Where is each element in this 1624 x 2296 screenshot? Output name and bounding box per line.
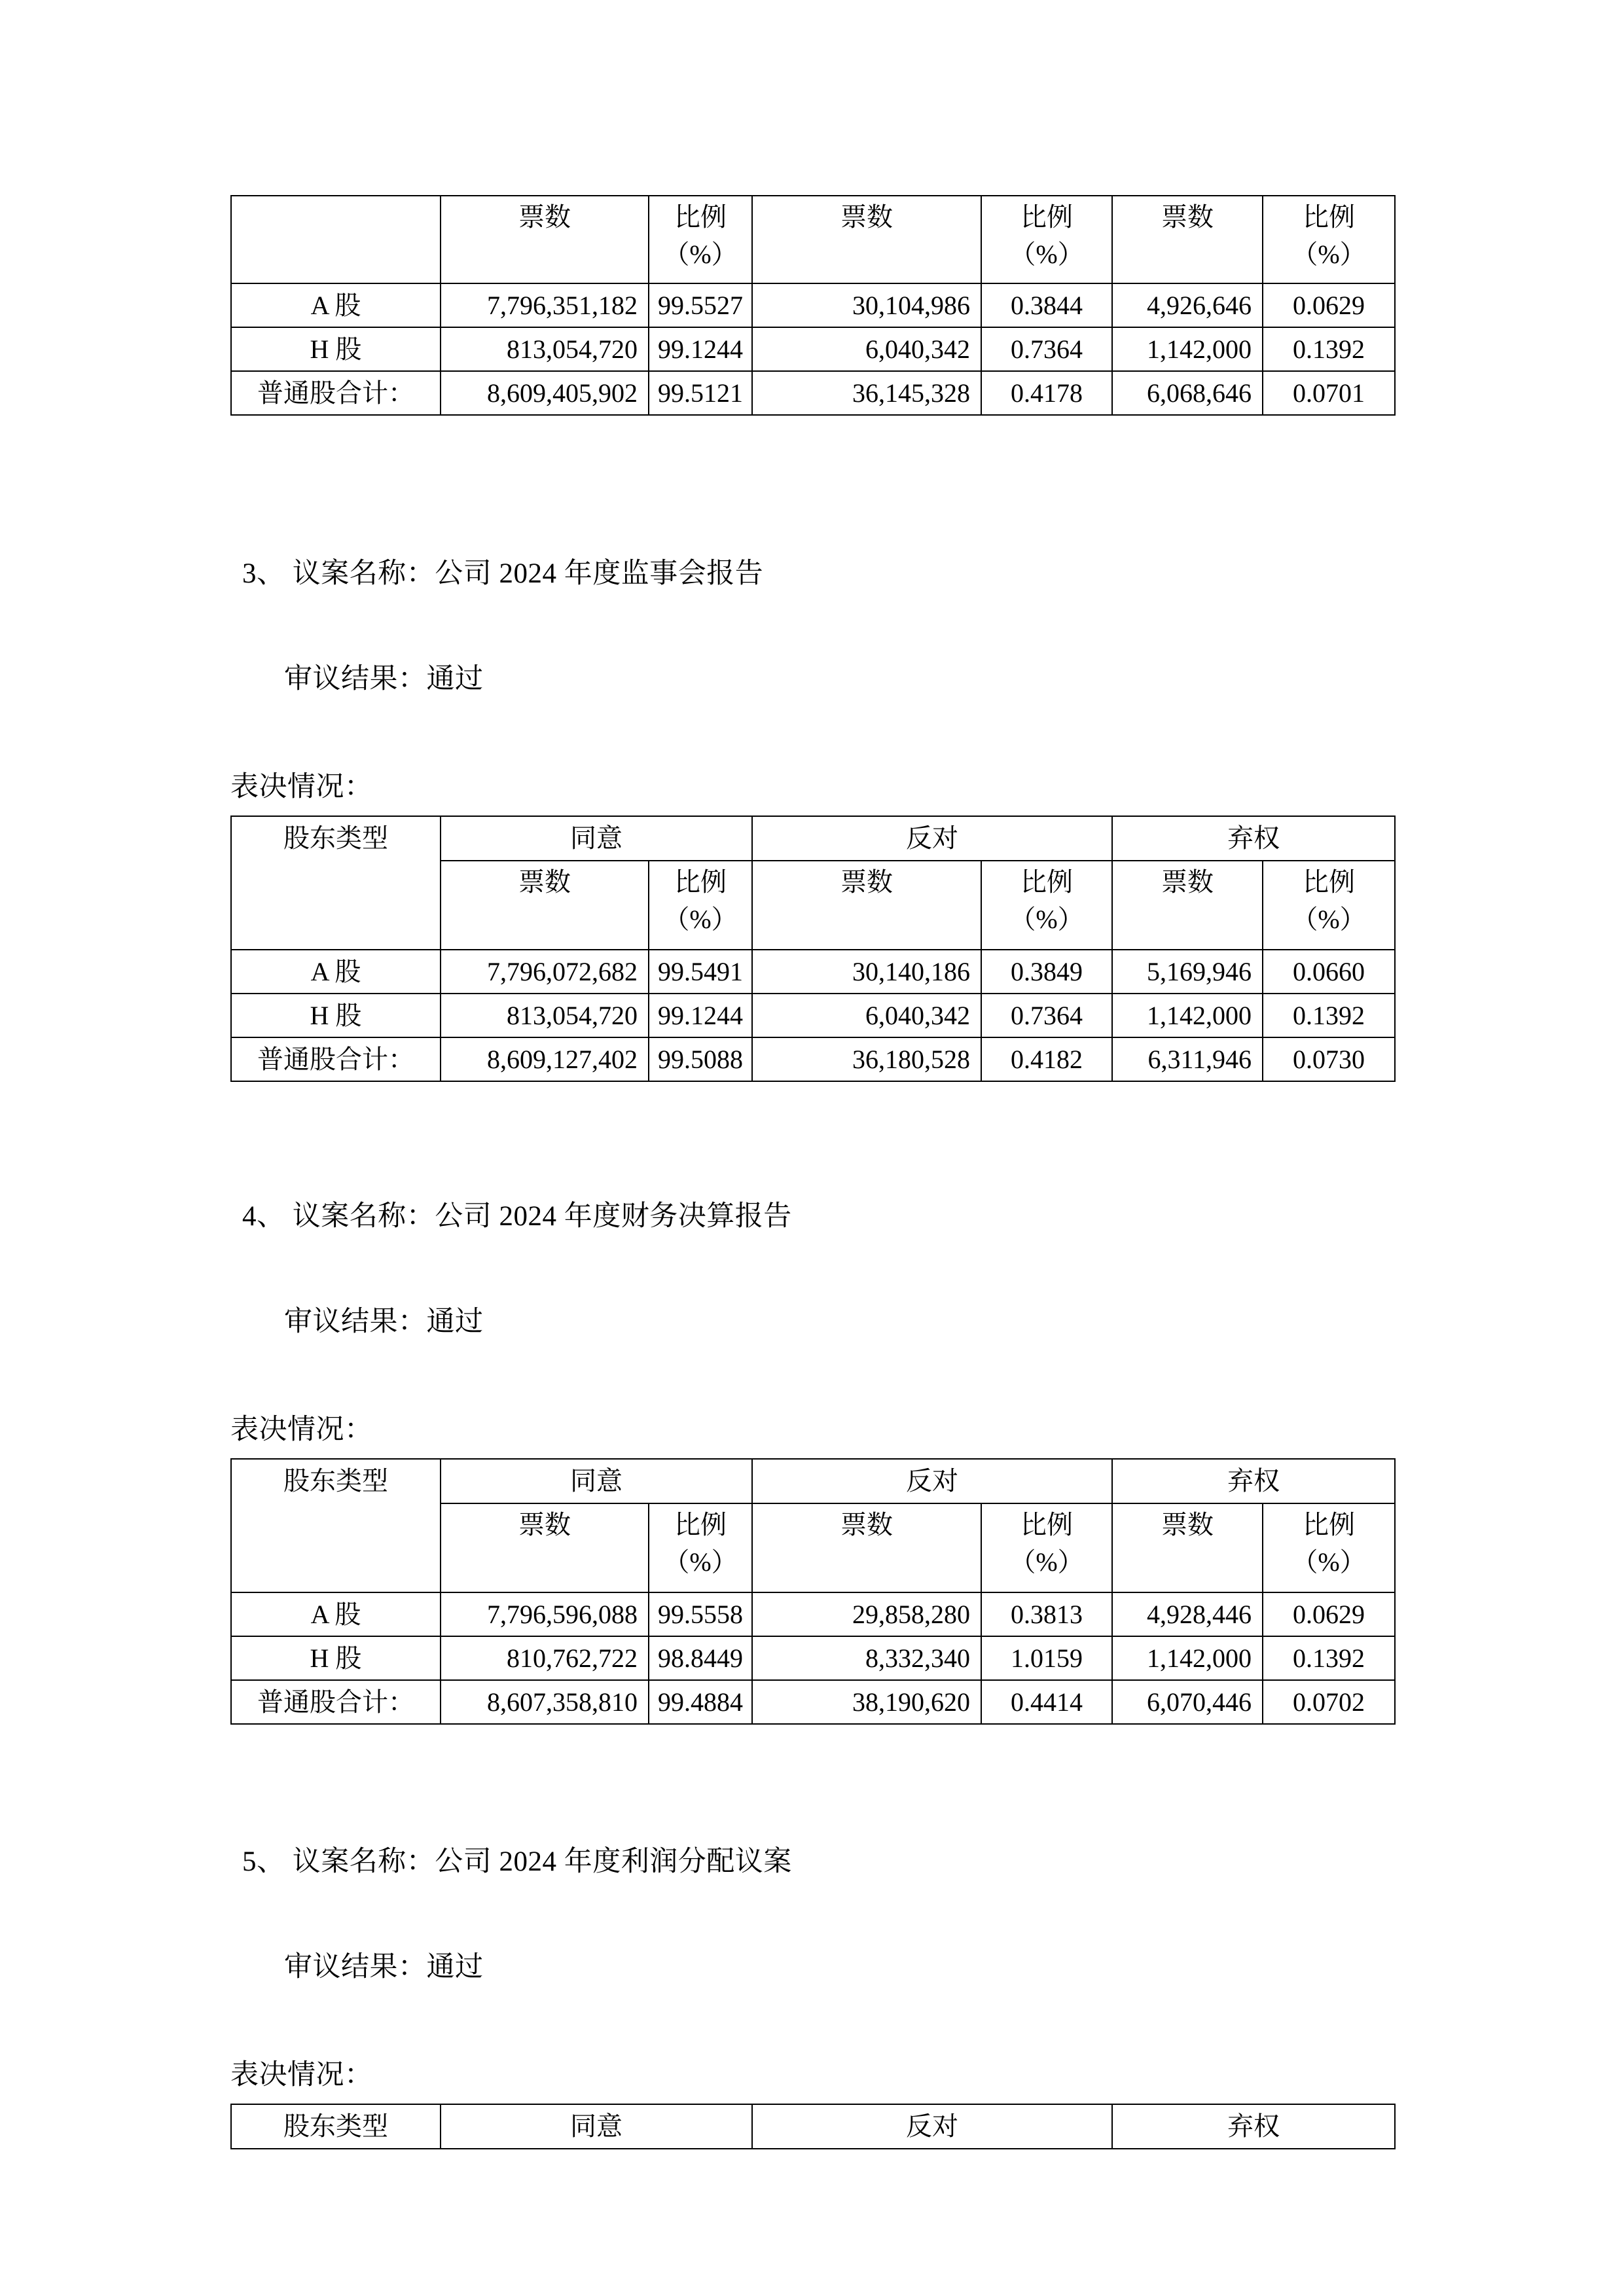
header-cell-abstain-ratio	[1263, 861, 1395, 950]
table-row	[231, 1592, 1395, 1636]
header-label-votes: 票数	[518, 202, 571, 232]
spacer	[230, 2089, 1394, 2104]
spacer	[230, 1082, 1394, 1202]
header-cell-against-votes	[752, 1503, 981, 1592]
cell-against-ratio: 0.3844	[981, 283, 1112, 327]
header-cell-agree-ratio	[649, 861, 752, 950]
header-cell-shareholder-type: 股东类型	[231, 2104, 441, 2149]
cell-against-votes: 36,180,528	[752, 1037, 981, 1081]
item-result-4: 审议结果：通过	[284, 1306, 484, 1337]
table-row	[231, 950, 1395, 994]
cell-agree-votes: 7,796,596,088	[441, 1592, 649, 1636]
header-label-votes: 票数	[518, 867, 571, 897]
table-header-group-row	[231, 1459, 1395, 1503]
cell-abstain-votes: 4,928,446	[1112, 1592, 1263, 1636]
header-cell-against-ratio	[981, 1503, 1112, 1592]
header-cell-agree-ratio	[649, 1503, 752, 1592]
row-label: H 股	[231, 327, 441, 371]
item-heading-5: 5、 议案名称：公司 2024 年度利润分配议案	[242, 1846, 792, 1877]
header-cell-agree-votes	[441, 196, 649, 283]
row-label: A 股	[231, 1592, 441, 1636]
top-spacer	[230, 0, 1394, 195]
cell-abstain-votes: 6,070,446	[1112, 1680, 1263, 1724]
header-cell-abstain: 弃权	[1112, 2104, 1395, 2149]
cell-agree-ratio: 99.4884	[649, 1680, 752, 1724]
header-label-votes: 票数	[840, 202, 893, 232]
cell-agree-votes: 8,609,127,402	[441, 1037, 649, 1081]
header-cell-abstain: 弃权	[1112, 1459, 1395, 1503]
cell-against-ratio: 0.7364	[981, 994, 1112, 1037]
item-heading-3: 3、 议案名称：公司 2024 年度监事会报告	[242, 558, 764, 589]
row-label: H 股	[231, 1636, 441, 1680]
table-row	[231, 994, 1395, 1037]
cell-abstain-ratio: 0.0629	[1263, 283, 1395, 327]
table-row	[231, 371, 1395, 415]
cell-against-votes: 36,145,328	[752, 371, 981, 415]
spacer	[230, 588, 1394, 665]
table-row	[231, 283, 1395, 327]
header-cell-shareholder-type: 股东类型	[231, 1459, 441, 1592]
spacer	[230, 1336, 1394, 1416]
table-header-row	[231, 196, 1395, 283]
header-cell-against: 反对	[752, 816, 1112, 861]
header-cell-against: 反对	[752, 2104, 1112, 2149]
cell-against-votes: 29,858,280	[752, 1592, 981, 1636]
item-heading-4: 4、 议案名称：公司 2024 年度财务决算报告	[242, 1201, 792, 1232]
header-label-votes: 票数	[840, 1510, 893, 1539]
header-label-ratio-unit: （%）	[1291, 904, 1366, 934]
votes-label-5: 表决情况：	[230, 2060, 373, 2090]
cell-abstain-votes: 4,926,646	[1112, 283, 1263, 327]
cell-abstain-ratio: 0.0701	[1263, 371, 1395, 415]
cell-against-votes: 30,104,986	[752, 283, 981, 327]
cell-against-ratio: 0.4414	[981, 1680, 1112, 1724]
cell-abstain-votes: 5,169,946	[1112, 950, 1263, 994]
cell-abstain-ratio: 0.1392	[1263, 1636, 1395, 1680]
row-label: H 股	[231, 994, 441, 1037]
cell-agree-votes: 8,609,405,902	[441, 371, 649, 415]
cell-against-votes: 6,040,342	[752, 327, 981, 371]
header-cell-abstain: 弃权	[1112, 816, 1395, 861]
cell-agree-ratio: 99.5121	[649, 371, 752, 415]
header-label-ratio-unit: （%）	[1291, 1547, 1366, 1577]
header-label-ratio-unit: （%）	[663, 239, 738, 269]
table-row	[231, 1680, 1395, 1724]
vote-table-item4	[230, 1458, 1396, 1725]
spacer	[230, 1725, 1394, 1848]
spacer	[230, 1444, 1394, 1458]
header-cell-against-votes	[752, 196, 981, 283]
row-label-total: 普通股合计：	[231, 1037, 441, 1081]
item-result-5: 审议结果：通过	[284, 1952, 484, 1982]
spacer	[230, 801, 1394, 816]
cell-agree-ratio: 98.8449	[649, 1636, 752, 1680]
cell-against-votes: 38,190,620	[752, 1680, 981, 1724]
cell-agree-ratio: 99.5088	[649, 1037, 752, 1081]
cell-against-ratio: 0.4178	[981, 371, 1112, 415]
cell-abstain-votes: 1,142,000	[1112, 994, 1263, 1037]
header-label-ratio-unit: （%）	[1009, 239, 1084, 269]
cell-agree-votes: 8,607,358,810	[441, 1680, 649, 1724]
vote-table-continued	[230, 195, 1396, 416]
header-label-ratio: 比例	[674, 1510, 727, 1539]
header-label-votes: 票数	[840, 867, 893, 897]
header-cell-abstain-ratio	[1263, 1503, 1395, 1592]
header-cell-against: 反对	[752, 1459, 1112, 1503]
table-header-group-row	[231, 2104, 1395, 2149]
row-label: A 股	[231, 283, 441, 327]
header-label-ratio-unit: （%）	[663, 904, 738, 934]
header-cell-abstain-votes	[1112, 861, 1263, 950]
cell-agree-votes: 7,796,351,182	[441, 283, 649, 327]
header-cell-agree: 同意	[441, 1459, 752, 1503]
header-label-ratio-unit: （%）	[1291, 239, 1366, 269]
header-label-ratio-unit: （%）	[1009, 1547, 1084, 1577]
spacer	[230, 1230, 1394, 1308]
cell-agree-votes: 810,762,722	[441, 1636, 649, 1680]
header-cell-agree: 同意	[441, 816, 752, 861]
header-label-ratio: 比例	[1303, 202, 1355, 232]
header-cell-abstain-votes	[1112, 196, 1263, 283]
row-label-total: 普通股合计：	[231, 371, 441, 415]
cell-agree-ratio: 99.1244	[649, 327, 752, 371]
spacer	[230, 693, 1394, 773]
header-label-ratio: 比例	[1020, 202, 1073, 232]
cell-agree-ratio: 99.5558	[649, 1592, 752, 1636]
cell-abstain-ratio: 0.0702	[1263, 1680, 1395, 1724]
row-label-total: 普通股合计：	[231, 1680, 441, 1724]
cell-agree-ratio: 99.5491	[649, 950, 752, 994]
header-label-ratio: 比例	[674, 867, 727, 897]
votes-label-3: 表决情况：	[230, 772, 373, 802]
header-label-ratio-unit: （%）	[663, 1547, 738, 1577]
cell-against-ratio: 0.3813	[981, 1592, 1112, 1636]
header-label-votes: 票数	[518, 1510, 571, 1539]
cell-agree-votes: 7,796,072,682	[441, 950, 649, 994]
header-label-ratio: 比例	[1303, 867, 1355, 897]
header-label-ratio: 比例	[674, 202, 727, 232]
header-cell-abstain-ratio	[1263, 196, 1395, 283]
header-label-votes: 票数	[1161, 202, 1214, 232]
header-label-votes: 票数	[1161, 867, 1214, 897]
cell-abstain-ratio: 0.0629	[1263, 1592, 1395, 1636]
header-label-ratio: 比例	[1020, 1510, 1073, 1539]
header-cell-shareholder-type: 股东类型	[231, 816, 441, 950]
cell-against-ratio: 0.3849	[981, 950, 1112, 994]
cell-against-votes: 6,040,342	[752, 994, 981, 1037]
votes-label-4: 表决情况：	[230, 1414, 373, 1445]
cell-agree-ratio: 99.1244	[649, 994, 752, 1037]
page-content	[230, 0, 1394, 2149]
cell-agree-votes: 813,054,720	[441, 994, 649, 1037]
table-header-group-row	[231, 816, 1395, 861]
header-cell-agree-ratio	[649, 196, 752, 283]
cell-against-votes: 30,140,186	[752, 950, 981, 994]
cell-abstain-votes: 1,142,000	[1112, 327, 1263, 371]
header-cell-agree-votes	[441, 861, 649, 950]
row-label: A 股	[231, 950, 441, 994]
header-cell-against-votes	[752, 861, 981, 950]
cell-abstain-votes: 6,068,646	[1112, 371, 1263, 415]
vote-table-item5-truncated	[230, 2104, 1396, 2149]
header-label-votes: 票数	[1161, 1510, 1214, 1539]
spacer	[230, 1876, 1394, 1953]
header-label-ratio: 比例	[1303, 1510, 1355, 1539]
table-row	[231, 1636, 1395, 1680]
table-row	[231, 1037, 1395, 1081]
cell-abstain-votes: 6,311,946	[1112, 1037, 1263, 1081]
cell-abstain-ratio: 0.1392	[1263, 994, 1395, 1037]
item-result-3: 审议结果：通过	[284, 664, 484, 694]
cell-abstain-votes: 1,142,000	[1112, 1636, 1263, 1680]
cell-against-ratio: 0.4182	[981, 1037, 1112, 1081]
header-cell-agree-votes	[441, 1503, 649, 1592]
header-cell-abstain-votes	[1112, 1503, 1263, 1592]
spacer	[230, 416, 1394, 560]
table-row	[231, 327, 1395, 371]
header-cell-against-ratio	[981, 861, 1112, 950]
header-cell-agree: 同意	[441, 2104, 752, 2149]
cell-abstain-ratio: 0.0730	[1263, 1037, 1395, 1081]
header-label-ratio: 比例	[1020, 867, 1073, 897]
cell-abstain-ratio: 0.0660	[1263, 950, 1395, 994]
spacer	[230, 1981, 1394, 2061]
cell-abstain-ratio: 0.1392	[1263, 327, 1395, 371]
vote-table-item3	[230, 816, 1396, 1082]
header-cell-blank	[231, 196, 441, 283]
cell-against-ratio: 0.7364	[981, 327, 1112, 371]
cell-agree-ratio: 99.5527	[649, 283, 752, 327]
header-cell-against-ratio	[981, 196, 1112, 283]
cell-against-votes: 8,332,340	[752, 1636, 981, 1680]
header-label-ratio-unit: （%）	[1009, 904, 1084, 934]
cell-against-ratio: 1.0159	[981, 1636, 1112, 1680]
cell-agree-votes: 813,054,720	[441, 327, 649, 371]
